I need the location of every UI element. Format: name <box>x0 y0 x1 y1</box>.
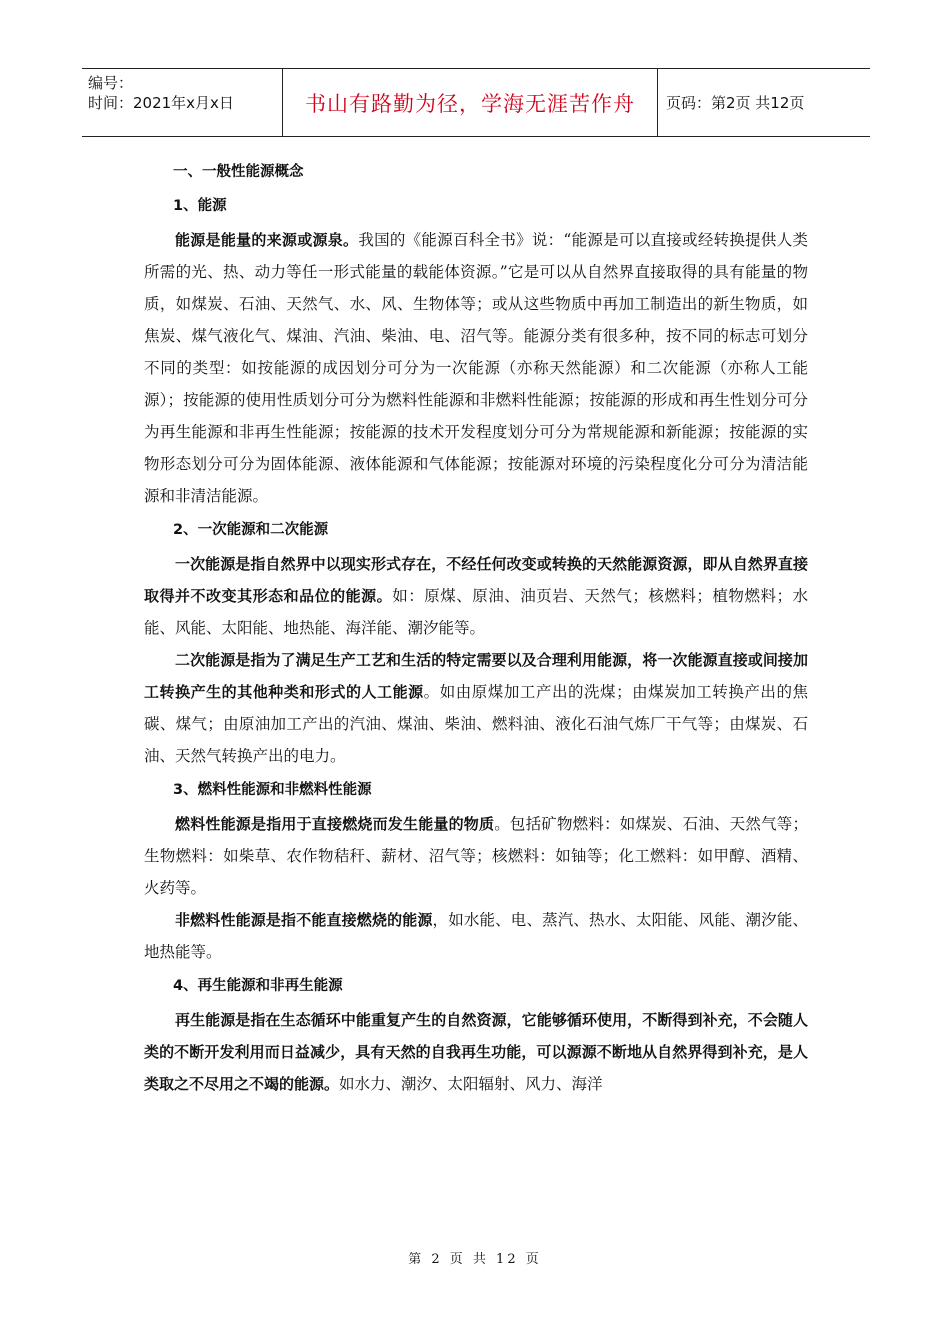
page-footer: 第 2 页 共 12 页 <box>408 1252 542 1267</box>
document-body <box>144 154 808 1100</box>
page-header <box>82 68 870 137</box>
bold-definition: 一次能源是指自然界中以现实形式存在，不经任何改变或转换的天然能源资源，即从自然界直接取得并不改变其形态和品位的能源。 <box>144 555 808 605</box>
paragraph <box>144 808 808 904</box>
paragraph <box>144 1004 808 1100</box>
paragraph-text: 我国的《能源百科全书》说：“能源是可以直接或经转换提供人类所需的光、热、动力等任一形式能量的载能体资源。”它是可以从自然界直接取得的具有能量的物质，如煤炭、石油、天然气、水、风、生物体等；或从这些物质中再加工制造出的新生物质，如焦炭、煤气液化气、煤油、汽油、柴油、电、沼气等。能源分类有很多种，按不同的标志可划分不同的类型：如按能源的成因划分可分为一次能源（亦称天然能源）和二次能源（亦称人工能源）；按能源的使用性质划分可分为燃料性能源和非燃料性能源；按能源的形成和再生性划分可分为再生能源和非再生性能源；按能源的技术开发程度划分可分为常规能源和新能源；按能源的实物形态划分可分为固体能源、液体能源和气体能源；按能源对环境的污染程度化分可分为清洁能源和非清洁能源。 <box>144 231 808 505</box>
subsection-title: 2、一次能源和二次能源 <box>173 522 329 538</box>
date-label: 时间：2021年x月x日 <box>88 94 234 112</box>
paragraph-text: 如：原煤、原油、油页岩、天然气；核燃料；植物燃料；水能、风能、太阳能、地热能、海洋能、潮汐能等。 <box>144 587 808 637</box>
bold-definition: 再生能源是指在生态循环中能重复产生的自然资源，它能够循环使用，不断得到补充，不会随人类的不断开发利用而日益减少，具有天然的自我再生功能，可以源源不断地从自然界得到补充，是人类取之不尽用之不竭的能源。 <box>144 1011 808 1093</box>
paragraph-text: ，如水能、电、蒸汽、热水、太阳能、风能、潮汐能、地热能等。 <box>144 911 808 961</box>
number-label: 编号： <box>88 74 134 92</box>
motto: 书山有路勤为径，学海无涯苦作舟 <box>282 69 658 136</box>
paragraph <box>144 904 808 968</box>
subsection-title: 4、再生能源和非再生能源 <box>173 978 343 994</box>
page-info: 页码：第2页 共12页 <box>666 94 805 112</box>
paragraph-text: 。如由原煤加工产出的洗煤；由煤炭加工转换产出的焦碳、煤气；由原油加工产出的汽油、煤油、柴油、燃料油、液化石油气炼厂干气等；由煤炭、石油、天然气转换产出的电力。 <box>144 683 808 765</box>
paragraph-text: 如水力、潮汐、太阳辐射、风力、海洋 <box>339 1075 603 1093</box>
subsection-title: 3、燃料性能源和非燃料性能源 <box>173 782 372 798</box>
header-meta <box>82 69 282 136</box>
bold-definition: 能源是能量的来源或源泉。 <box>175 231 359 249</box>
paragraph <box>144 548 808 644</box>
bold-definition: 燃料性能源是指用于直接燃烧而发生能量的物质 <box>175 815 495 833</box>
bold-definition: 非燃料性能源是指不能直接燃烧的能源 <box>175 911 433 929</box>
section-title: 一、一般性能源概念 <box>173 164 304 180</box>
paragraph <box>144 224 808 512</box>
subsection-title: 1、能源 <box>173 198 227 214</box>
paragraph-text: 。包括矿物燃料：如煤炭、石油、天然气等；生物燃料：如柴草、农作物秸秆、薪材、沼气等；核燃料：如铀等；化工燃料：如甲醇、酒精、火药等。 <box>144 815 808 897</box>
bold-definition: 二次能源是指为了满足生产工艺和生活的特定需要以及合理利用能源，将一次能源直接或间接加工转换产生的其他种类和形式的人工能源 <box>144 651 808 701</box>
paragraph <box>144 644 808 772</box>
